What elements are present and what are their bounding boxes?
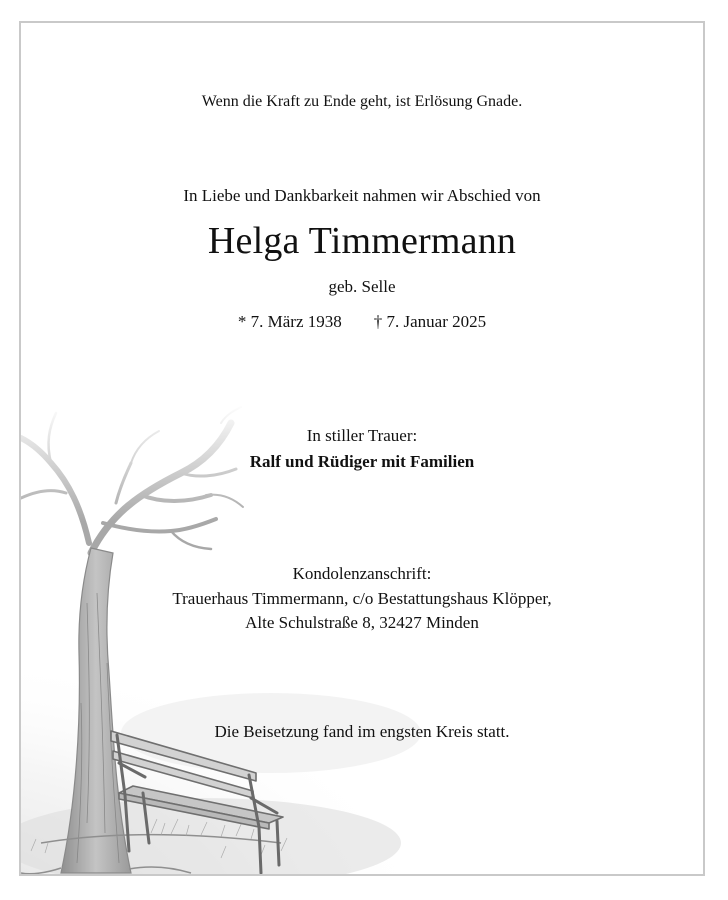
obituary-card	[19, 21, 705, 876]
motto-text: Wenn die Kraft zu Ende geht, ist Erlösung Gnade.	[201, 93, 523, 110]
intro-text: In Liebe und Dankbarkeit nahmen wir Abschied von	[183, 186, 541, 205]
birth-date: * 7. März 1938	[237, 312, 342, 331]
life-dates	[21, 312, 703, 332]
deceased-name: Helga Timmermann	[207, 220, 517, 262]
mourning-label: In stiller Trauer:	[306, 426, 418, 445]
condolence-address-line2: Alte Schulstraße 8, 32427 Minden	[245, 613, 479, 632]
mourners-names: Ralf und Rüdiger mit Familien	[249, 452, 475, 471]
death-date: † 7. Januar 2025	[373, 312, 487, 331]
condolence-address-line1: Trauerhaus Timmermann, c/o Bestattungshaus Klöpper,	[172, 589, 552, 608]
burial-note: Die Beisetzung fand im engsten Kreis statt.	[214, 722, 510, 741]
birth-name: geb. Selle	[328, 277, 396, 296]
tree-bench-illustration	[21, 403, 441, 876]
condolence-label: Kondolenzanschrift:	[292, 564, 432, 583]
